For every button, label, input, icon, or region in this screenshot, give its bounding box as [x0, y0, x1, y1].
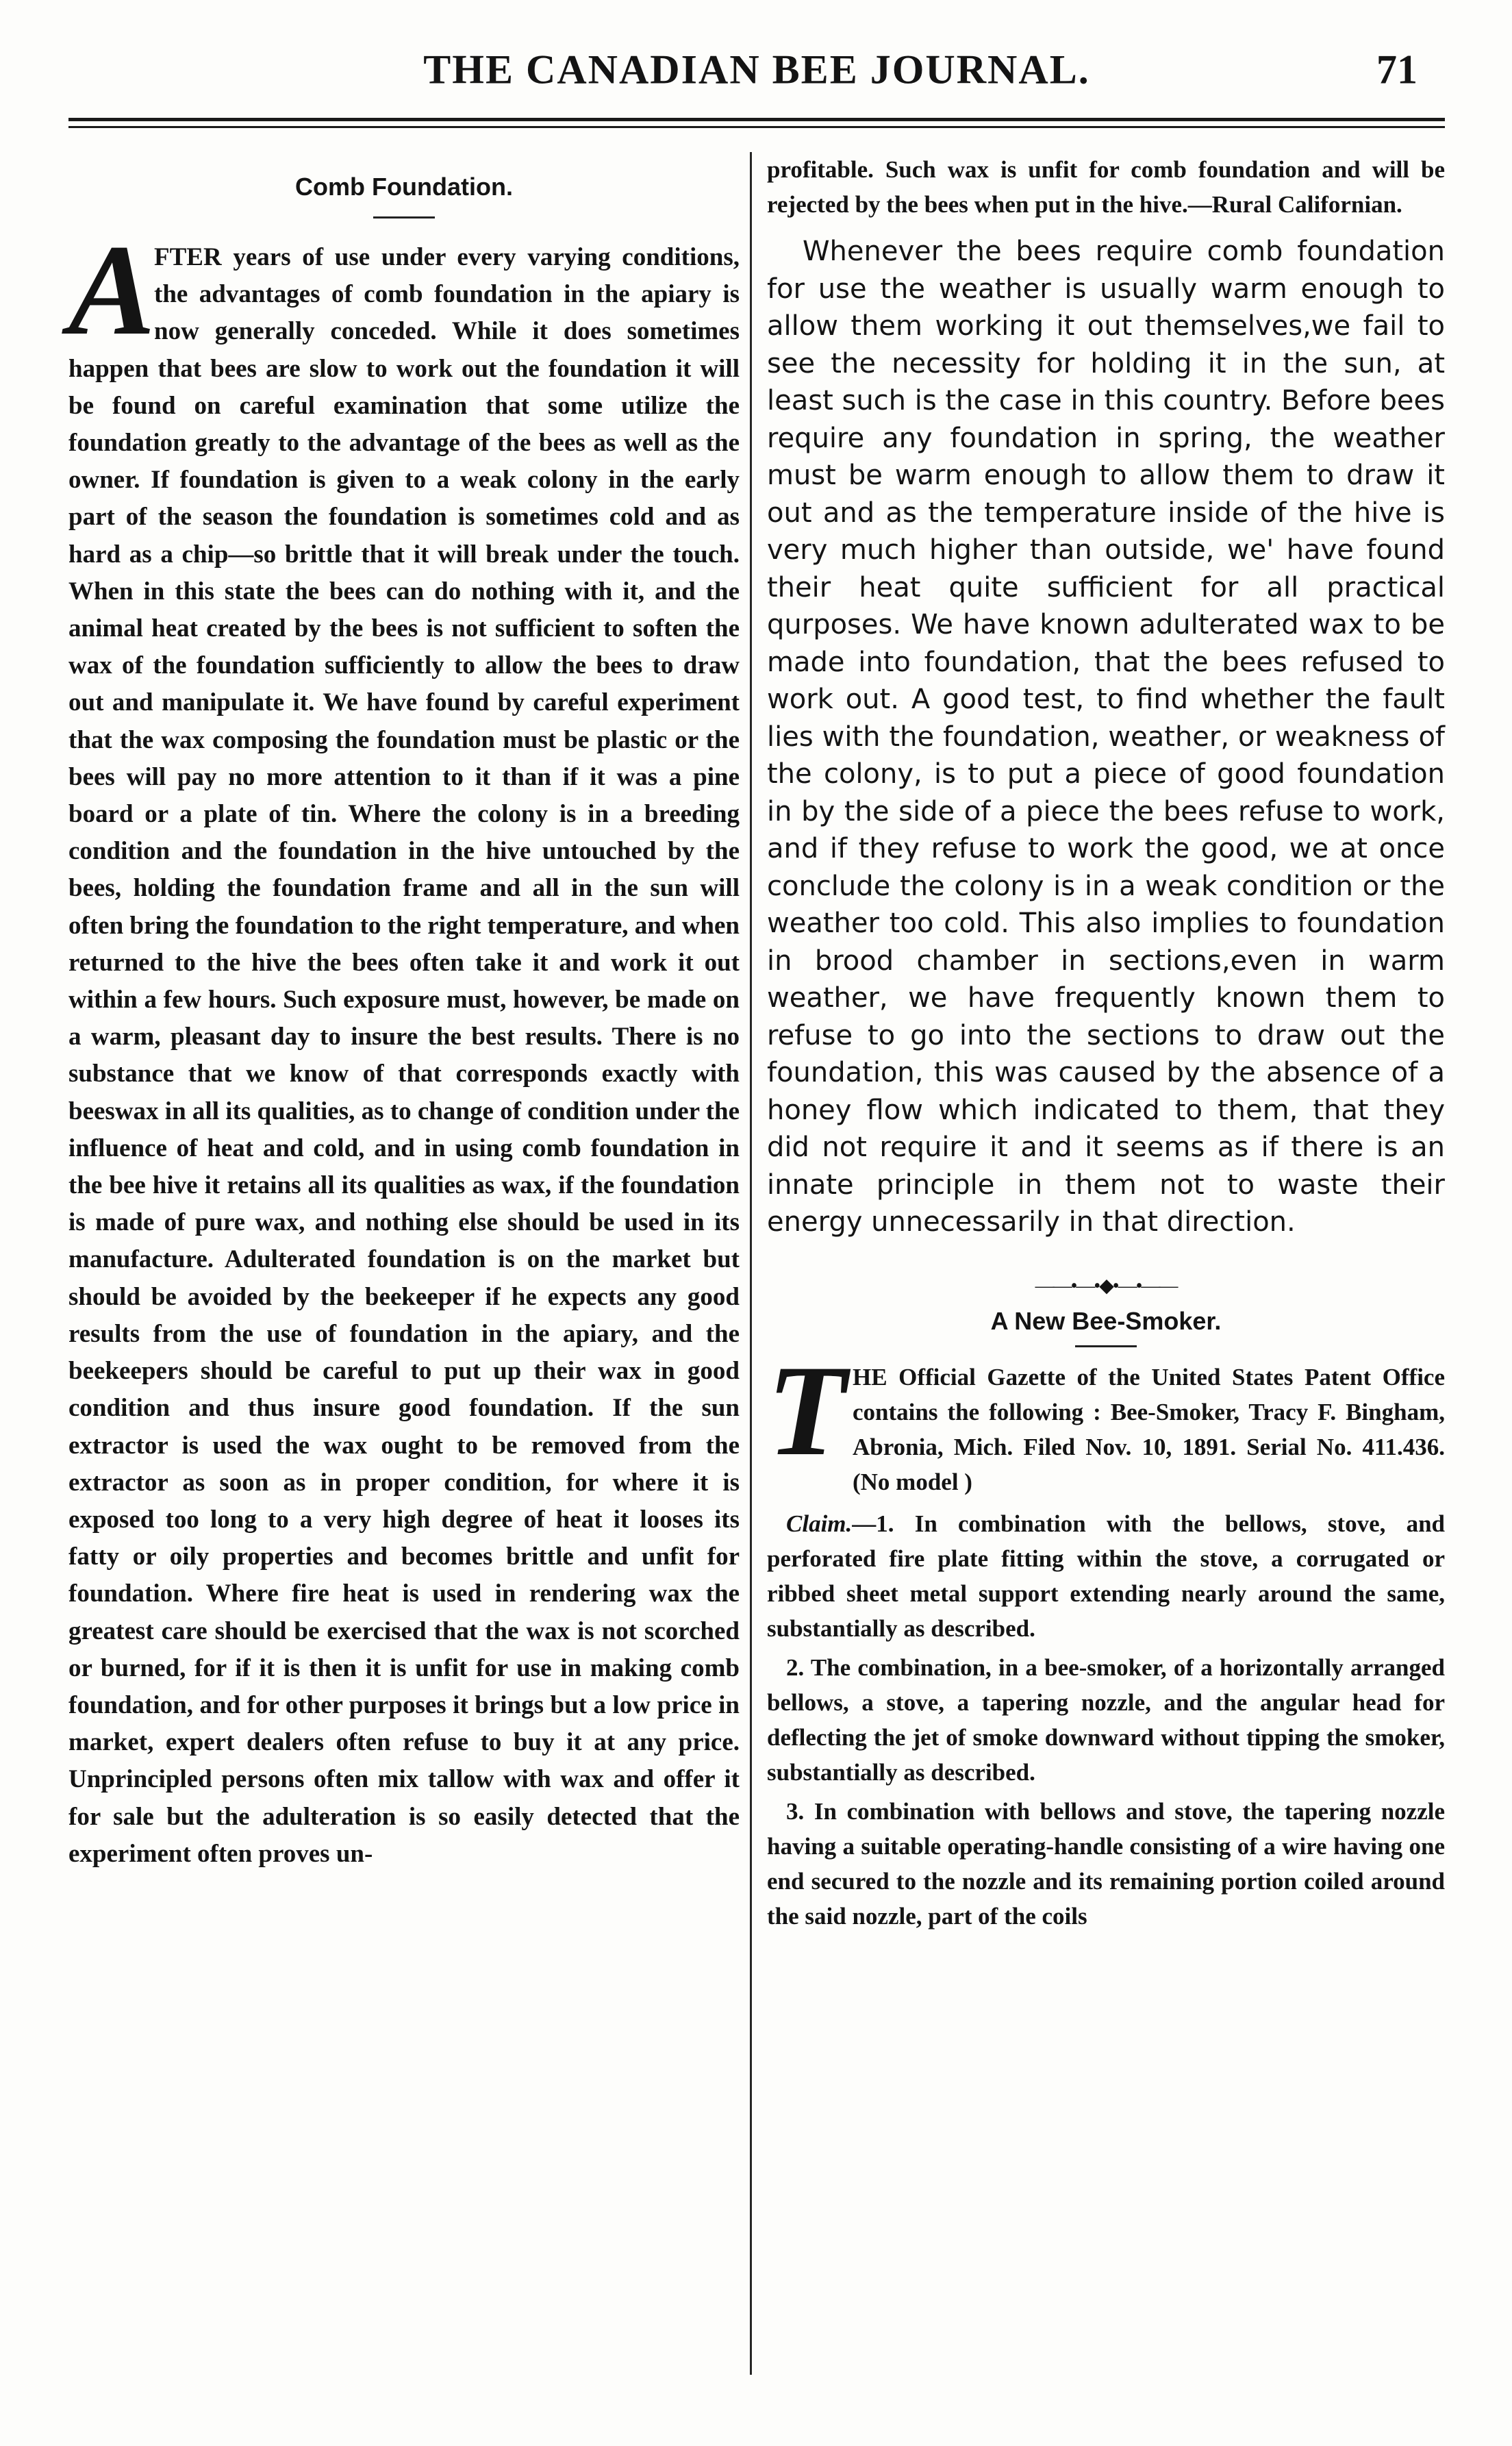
left-column	[68, 152, 740, 1873]
claim-3: 3. In combination with bellows and stove, the tapering nozzle having a suitable operating-handle consisting of a wire having one end secured to the nozzle and its remaining portion coiled around the said nozzle, part of the coils	[767, 1797, 1445, 1930]
claim-1-text: —1. In combination with the bellows, stove, and perforated fire plate fitting within the stove, a corrugated or ribbed sheet metal support extending nearly around the same, substantially as described.	[767, 1510, 1445, 1642]
journal-title: THE CANADIAN BEE JOURNAL.	[423, 47, 1090, 92]
right-column	[767, 152, 1445, 1934]
header-rule-thin	[68, 126, 1445, 128]
drop-cap-t: T	[767, 1338, 847, 1483]
claim-2: 2. The combination, in a bee-smoker, of a horizontally arranged bellows, a stove, a tapering nozzle, and the angular head for deflecting the jet of smoke downward without tipping the smoker, substantially as described.	[767, 1653, 1445, 1786]
page-number: 71	[1376, 47, 1418, 92]
heading-rule	[373, 216, 435, 219]
comb-foundation-text: FTER years of use under every varying conditions, the advantages of comb foundation in the apiary is now generally conceded. While it does sometimes happen that bees are slow to work out the foundation it will be found on careful examination that some utilize the foundation greatly to the advantage of the bees as well as the owner. If foundation is given to a weak colony in the early part of the season the foundation is sometimes cold and as hard as a chip—so brittle that it will break under the touch. When in this state the bees can do nothing with it, and the animal heat created by the bees is not sufficient to soften the wax of the foundation sufficiently to allow the bees to draw out and manipulate it. We have found by careful experiment that the wax composing the foundation must be plastic or the bees will pay no more attention to it than if it was a pine board or a plate of tin. Where the colony is in a breeding condition and the foundation in the hive untouched by the bees, holding the foundation frame and all in the sun will often bring the foundation to the right temperature, and when returned to the hive the bees often take it and work it out within a few hours. Such exposure must, however, be made on a warm, pleasant day to insure the best results. There is no substance that we know of that corresponds exactly with beeswax in all its qualities, as to change of condition under the influence of heat and cold, and in using comb foundation in the bee hive it retains all its qualities as wax, if the foundation is made of pure wax, and nothing else should be used in its manufacture. Adulterated foundation is on the market but should be avoided by the beekeeper if he expects any good results from the use of foundation in the apiary, and the beekeepers should be careful to put up their wax in good condition and thus insure good foundation. If the sun extractor is used the wax ought to be removed from the extractor as soon as in proper condition, for where it is exposed too long to a very high degree of heat it looses its fatty or oily properties and becomes brittle and unfit for foundation. Where fire heat is used in rendering wax the greatest care should be exercised that the wax is not scorched or burned, for if it is then it is unfit for use in making comb foundation, and for other purposes it brings but a low price in market, expert dealers often refuse to buy it at any price. Unprincipled persons often mix tallow with wax and offer it for sale but the adulteration is so easily detected that the experiment often proves un-	[68, 243, 740, 1868]
editorial-commentary: Whenever the bees require comb foundation for use the weather is usually warm enough to allow them working it out themselves,we fail to see the necessity for holding it in the sun, at least such is the case in this country. Before bees require any foundation in spring, the weather must be warm enough to allow them to draw it out and as the temperature inside of the hive is very much higher than outside, we' have found their heat quite sufficient for all practical qurposes. We have known adulterated wax to be made into foundation, that the bees refused to work out. A good test, to find whether the fault lies with the foundation, weather, or weakness of the colony, is to put a piece of good foundation in by the side of a piece the bees refuse to work, and if they refuse to work the good, we at once conclude the colony is in a weak condition or the weather too cold. This also implies to foundation in brood chamber in sections,even in warm weather, we have frequently known them to refuse to go into the sections to draw out the foundation, this was caused by the absence of a honey flow which indicated to them, that they did not require it and it seems as if there is an innate principle in them not to waste their energy unnecessarily in that direction.	[767, 236, 1445, 1238]
page-header	[68, 27, 1445, 103]
bee-smoker-body	[767, 1338, 1445, 1934]
claim-1	[767, 1506, 1445, 1646]
column-divider	[750, 152, 752, 2375]
article-heading-comb-foundation: Comb Foundation.	[295, 173, 513, 201]
claim-label: Claim.	[786, 1510, 853, 1537]
section-ornament: ——•—•◆•—•——	[1035, 1275, 1177, 1297]
drop-cap: A	[68, 219, 155, 362]
heading-rule-2	[1075, 1345, 1137, 1347]
article-body	[68, 219, 740, 1873]
patent-intro: HE Official Gazette of the United States Patent Office contains the following : Bee-Smoker, Tracy F. Bingham, Abronia, Mich. Filed Nov. 10, 1891. Serial No. 411.436. (No model )	[853, 1363, 1445, 1495]
article-heading-bee-smoker: A New Bee-Smoker.	[990, 1306, 1222, 1335]
article-continuation: profitable. Such wax is unfit for comb foundation and will be rejected by the bees when put in the hive.—Rural Californian.	[767, 156, 1445, 218]
header-rule-thick	[68, 118, 1445, 121]
